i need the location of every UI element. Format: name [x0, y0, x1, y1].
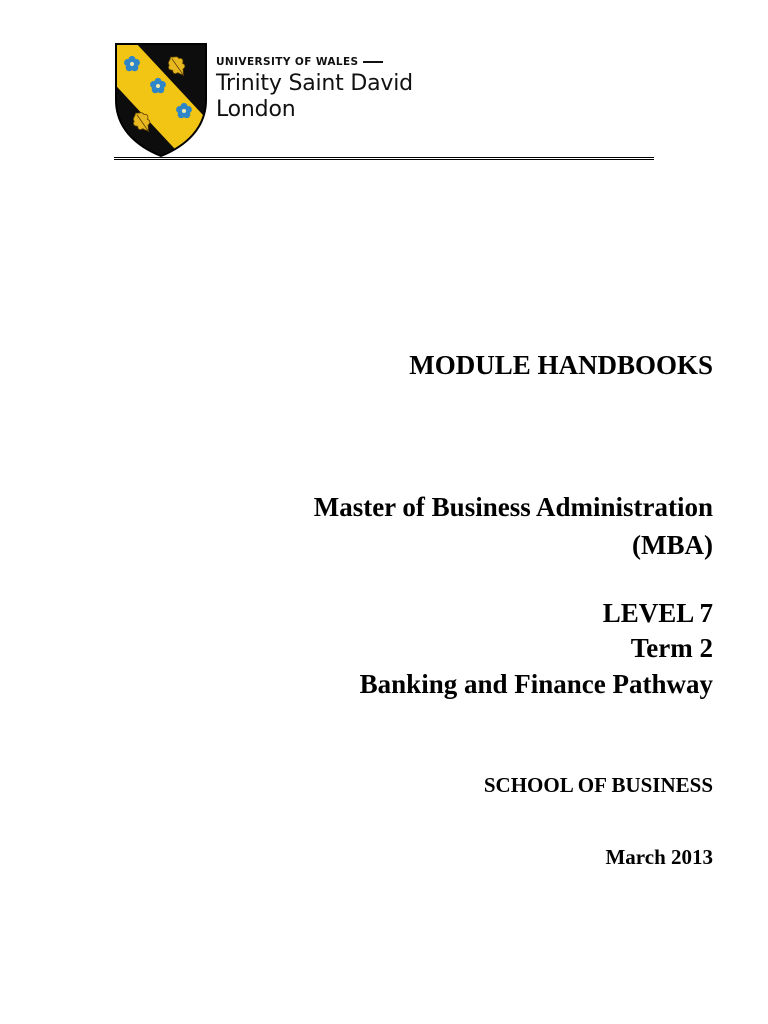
- institution-name: Trinity Saint David: [216, 71, 413, 96]
- degree-name: Master of Business Administration: [313, 492, 713, 522]
- level-label: LEVEL 7: [602, 598, 713, 628]
- university-crest-icon: [114, 42, 208, 158]
- institution-campus: London: [216, 97, 296, 122]
- header-divider: [114, 157, 654, 161]
- publication-date: March 2013: [605, 845, 713, 869]
- wordmark-rule: [363, 61, 383, 63]
- pathway-label: Banking and Finance Pathway: [359, 669, 713, 699]
- document-title: MODULE HANDBOOKS: [409, 350, 713, 380]
- university-logo: [114, 42, 444, 160]
- institution-parent-name: UNIVERSITY OF WALES: [216, 56, 359, 68]
- institution-wordmark: [216, 55, 413, 123]
- degree-abbreviation: (MBA): [632, 530, 713, 560]
- term-label: Term 2: [630, 633, 713, 663]
- school-name: SCHOOL OF BUSINESS: [483, 773, 713, 797]
